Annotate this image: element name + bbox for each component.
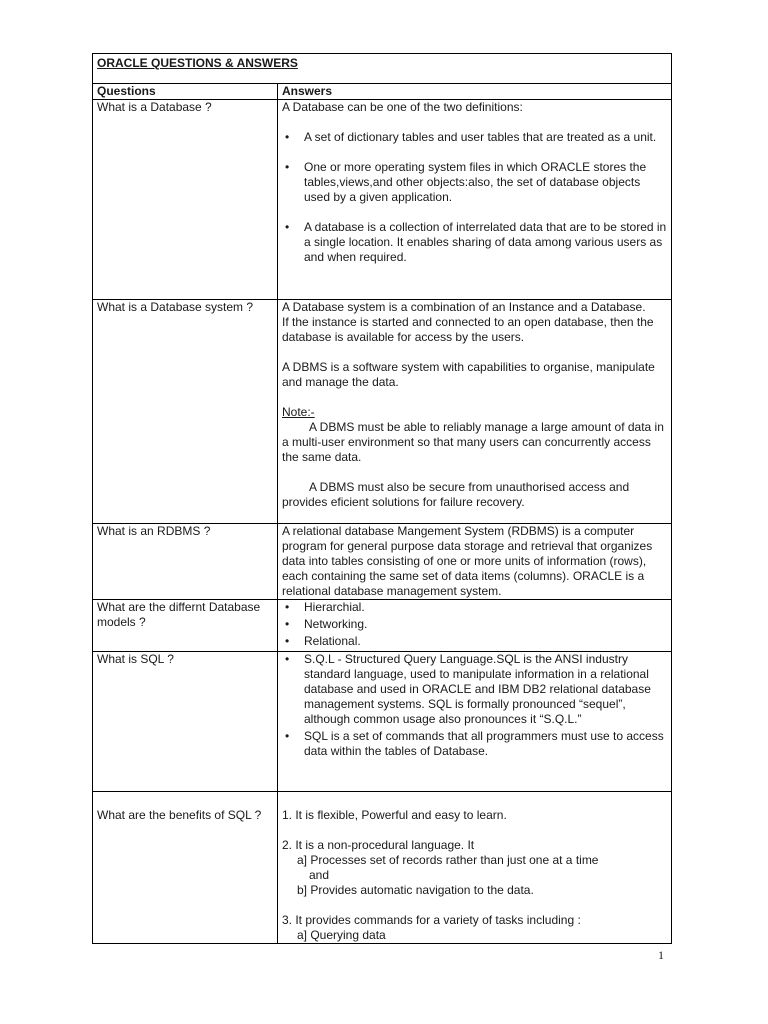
answer-cell	[278, 652, 672, 792]
question-cell: What is SQL ?	[93, 652, 278, 792]
note-text: A DBMS must be able to reliably manage a large amount	[309, 420, 612, 434]
table-row	[93, 652, 672, 792]
note-text: of data in a multi-user environment so that many users can concurrently access the same data.	[282, 420, 664, 464]
answer-text: 1. It is flexible, Powerful and easy to learn.	[282, 808, 507, 822]
list-item: • Networking.	[282, 617, 667, 632]
list-item: • One or more operating system files in which ORACLE stores the tables,views,and other objects:also, the set of database objects used by a given application.	[282, 160, 667, 205]
note-text: provides eficient solutions for failure recovery.	[282, 495, 525, 509]
answer-text: and	[309, 868, 330, 882]
question-cell: What is a Database system ?	[93, 300, 278, 524]
list-item: • Relational.	[282, 634, 667, 649]
table-row	[93, 600, 672, 652]
bullet-list	[282, 600, 667, 649]
answers-header: Answers	[278, 84, 672, 100]
bullet-list	[282, 130, 667, 265]
bullet-list	[282, 652, 667, 759]
questions-header: Questions	[93, 84, 278, 100]
answer-text: If the instance is started and connected to an open database, then the database is available for access by the users.	[282, 315, 654, 344]
answer-text: A Database can be one of the two definitions:	[282, 100, 523, 114]
answer-cell	[278, 600, 672, 652]
table-row	[93, 524, 672, 600]
answer-text: A DBMS is a software system with capabilities to organise, manipulate and manage the data.	[282, 360, 655, 389]
question-cell: What are the differnt Database models ?	[93, 600, 278, 652]
answer-text: A Database system is a combination of an Instance and a Database.	[282, 300, 646, 314]
qa-table	[92, 53, 672, 944]
answer-text: a] Processes set of records rather than just one at a time	[297, 853, 599, 867]
page-number: 1	[658, 948, 664, 962]
list-item: • A set of dictionary tables and user tables that are treated as a unit.	[282, 130, 667, 145]
answer-cell: A relational database Mangement System (RDBMS) is a computer program for general purpose data storage and retrieval that organizes data into tables consisting of one or more units of information (rows), each containing the same set of data items (columns). ORACLE is a relational database management system.	[278, 524, 672, 600]
table-title-row	[93, 54, 672, 84]
note-text: A DBMS must also be secure from unauthorised access and	[309, 480, 630, 494]
question-cell: What is a Database ?	[93, 100, 278, 300]
table-row	[93, 792, 672, 944]
list-item: • SQL is a set of commands that all programmers must use to access data within the tables of Database.	[282, 729, 667, 759]
question-cell: What are the benefits of SQL ?	[93, 792, 278, 944]
table-row	[93, 100, 672, 300]
answer-text	[282, 480, 667, 510]
answer-cell	[278, 100, 672, 300]
answer-cell	[278, 300, 672, 524]
answer-text	[282, 420, 667, 465]
note-label: Note:-	[282, 405, 315, 419]
list-item: • Hierarchial.	[282, 600, 667, 615]
answer-cell	[278, 792, 672, 944]
answer-text: b] Provides automatic navigation to the data.	[297, 883, 534, 897]
answer-text: 2. It is a non-procedural language. It	[282, 838, 475, 852]
answer-text: a] Querying data	[297, 928, 386, 942]
question-cell: What is an RDBMS ?	[93, 524, 278, 600]
table-row	[93, 300, 672, 524]
list-item: • A database is a collection of interrelated data that are to be stored in a single location. It enables sharing of data among various users as and when required.	[282, 220, 667, 265]
answer-text: 3. It provides commands for a variety of tasks including :	[282, 913, 581, 927]
table-header-row	[93, 84, 672, 100]
list-item: • S.Q.L - Structured Query Language.SQL is the ANSI industry standard language, used to manipulate information in a relational database and used in ORACLE and IBM DB2 relational database management systems. SQL is formally pronounced “sequel”, although common usage also pronounces it “S.Q.L.”	[282, 652, 667, 727]
document-title: ORACLE QUESTIONS & ANSWERS	[93, 54, 672, 84]
